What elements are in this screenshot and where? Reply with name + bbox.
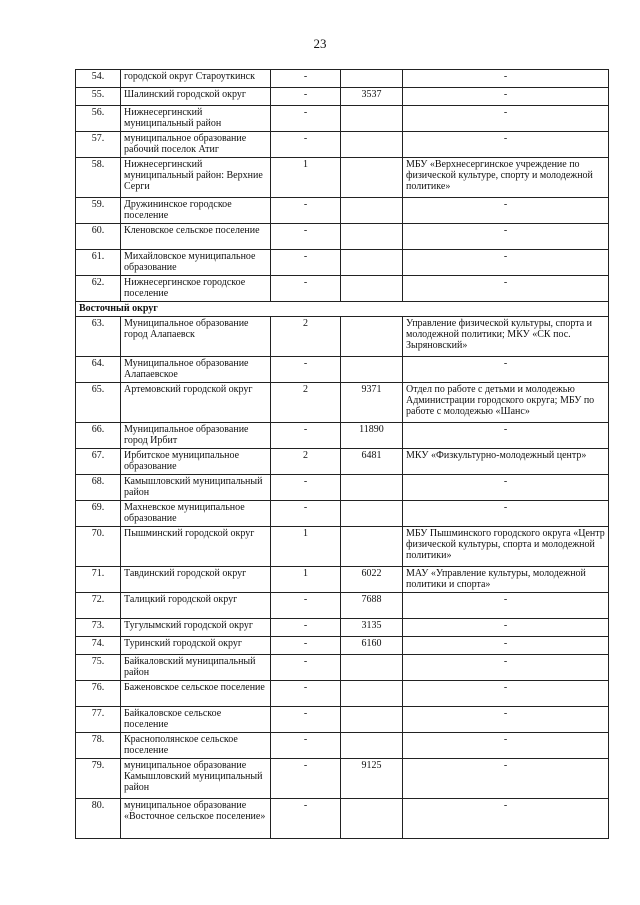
- value-cell: [341, 224, 403, 250]
- value-cell: [341, 198, 403, 224]
- table-row: [76, 527, 609, 567]
- organization-cell: -: [403, 224, 609, 250]
- row-number-cell: 78.: [76, 733, 121, 759]
- count-cell: -: [271, 733, 341, 759]
- count-cell: -: [271, 637, 341, 655]
- value-cell: 7688: [341, 593, 403, 619]
- table-row: [76, 423, 609, 449]
- value-cell: [341, 501, 403, 527]
- table-row: [76, 637, 609, 655]
- row-number-cell: 69.: [76, 501, 121, 527]
- organization-cell: -: [403, 198, 609, 224]
- value-cell: 3135: [341, 619, 403, 637]
- row-number-cell: 65.: [76, 383, 121, 423]
- count-cell: 1: [271, 158, 341, 198]
- organization-cell: -: [403, 637, 609, 655]
- organization-cell: -: [403, 655, 609, 681]
- count-cell: -: [271, 759, 341, 799]
- municipality-name-cell: Нижнесергинское городское поселение: [121, 276, 271, 302]
- row-number-cell: 57.: [76, 132, 121, 158]
- count-cell: -: [271, 357, 341, 383]
- value-cell: [341, 70, 403, 88]
- row-number-cell: 54.: [76, 70, 121, 88]
- page-number: 23: [313, 36, 327, 51]
- table-row: [76, 449, 609, 475]
- table-row: [76, 619, 609, 637]
- row-number-cell: 73.: [76, 619, 121, 637]
- organization-cell: МКУ «Физкультурно-молодежный центр»: [403, 449, 609, 475]
- value-cell: 9371: [341, 383, 403, 423]
- municipality-name-cell: Михайловское муниципальное образование: [121, 250, 271, 276]
- value-cell: [341, 317, 403, 357]
- table-row: [76, 198, 609, 224]
- organization-cell: -: [403, 475, 609, 501]
- organization-cell: -: [403, 88, 609, 106]
- count-cell: -: [271, 224, 341, 250]
- municipality-name-cell: Баженовское сельское поселение: [121, 681, 271, 707]
- table-row: [76, 106, 609, 132]
- municipality-name-cell: Талицкий городской округ: [121, 593, 271, 619]
- value-cell: 9125: [341, 759, 403, 799]
- table-row: [76, 357, 609, 383]
- row-number-cell: 61.: [76, 250, 121, 276]
- row-number-cell: 55.: [76, 88, 121, 106]
- table-row: [76, 224, 609, 250]
- value-cell: [341, 681, 403, 707]
- count-cell: -: [271, 70, 341, 88]
- value-cell: [341, 158, 403, 198]
- municipality-name-cell: Муниципальное образование город Алапаевск: [121, 317, 271, 357]
- organization-cell: -: [403, 276, 609, 302]
- table-row: [76, 681, 609, 707]
- table-row: [76, 501, 609, 527]
- municipality-name-cell: муниципальное образование рабочий поселок Атиг: [121, 132, 271, 158]
- municipality-name-cell: Байкаловское сельское поселение: [121, 707, 271, 733]
- value-cell: [341, 733, 403, 759]
- row-number-cell: 76.: [76, 681, 121, 707]
- value-cell: [341, 527, 403, 567]
- organization-cell: -: [403, 132, 609, 158]
- table-row: [76, 250, 609, 276]
- municipality-name-cell: Байкаловский муниципальный район: [121, 655, 271, 681]
- count-cell: -: [271, 106, 341, 132]
- row-number-cell: 63.: [76, 317, 121, 357]
- municipality-name-cell: Муниципальное образование город Ирбит: [121, 423, 271, 449]
- table-row: [76, 567, 609, 593]
- table-row: [76, 276, 609, 302]
- count-cell: 1: [271, 567, 341, 593]
- table-row: [76, 88, 609, 106]
- municipality-name-cell: Махневское муниципальное образование: [121, 501, 271, 527]
- count-cell: -: [271, 655, 341, 681]
- table-body: [76, 70, 609, 839]
- count-cell: -: [271, 593, 341, 619]
- municipality-name-cell: Артемовский городской округ: [121, 383, 271, 423]
- row-number-cell: 79.: [76, 759, 121, 799]
- municipality-name-cell: Ирбитское муниципальное образование: [121, 449, 271, 475]
- row-number-cell: 58.: [76, 158, 121, 198]
- count-cell: -: [271, 198, 341, 224]
- table-row: [76, 383, 609, 423]
- row-number-cell: 77.: [76, 707, 121, 733]
- count-cell: -: [271, 276, 341, 302]
- organization-cell: Управление физической культуры, спорта и молодежной политики; МКУ «СК пос. Зыряновский»: [403, 317, 609, 357]
- organization-cell: -: [403, 733, 609, 759]
- value-cell: [341, 106, 403, 132]
- municipality-name-cell: Кленовское сельское поселение: [121, 224, 271, 250]
- table-row: [76, 707, 609, 733]
- value-cell: [341, 276, 403, 302]
- row-number-cell: 60.: [76, 224, 121, 250]
- municipality-name-cell: муниципальное образование Камышловский муниципальный район: [121, 759, 271, 799]
- municipality-name-cell: Тугулымский городской округ: [121, 619, 271, 637]
- row-number-cell: 68.: [76, 475, 121, 501]
- municipality-name-cell: Нижнесергинский муниципальный район: [121, 106, 271, 132]
- count-cell: -: [271, 475, 341, 501]
- count-cell: -: [271, 88, 341, 106]
- row-number-cell: 80.: [76, 799, 121, 839]
- count-cell: -: [271, 250, 341, 276]
- table-row: [76, 655, 609, 681]
- row-number-cell: 64.: [76, 357, 121, 383]
- count-cell: -: [271, 132, 341, 158]
- value-cell: 11890: [341, 423, 403, 449]
- organization-cell: -: [403, 593, 609, 619]
- organization-cell: -: [403, 501, 609, 527]
- row-number-cell: 72.: [76, 593, 121, 619]
- municipality-name-cell: Муниципальное образование Алапаевское: [121, 357, 271, 383]
- organization-cell: -: [403, 619, 609, 637]
- value-cell: [341, 655, 403, 681]
- count-cell: 2: [271, 317, 341, 357]
- organization-cell: -: [403, 106, 609, 132]
- municipality-name-cell: Краснополянское сельское поселение: [121, 733, 271, 759]
- table-row: [76, 132, 609, 158]
- table-row: [76, 158, 609, 198]
- row-number-cell: 66.: [76, 423, 121, 449]
- value-cell: 6022: [341, 567, 403, 593]
- municipality-name-cell: Пышминский городской округ: [121, 527, 271, 567]
- organization-cell: -: [403, 759, 609, 799]
- table-row: [76, 475, 609, 501]
- municipality-name-cell: Дружининское городское поселение: [121, 198, 271, 224]
- municipality-name-cell: Камышловский муниципальный район: [121, 475, 271, 501]
- value-cell: [341, 475, 403, 501]
- table-row: [76, 733, 609, 759]
- region-label: Восточный округ: [76, 302, 609, 317]
- count-cell: 2: [271, 449, 341, 475]
- count-cell: -: [271, 501, 341, 527]
- organization-cell: МБУ «Верхнесергинское учреждение по физической культуре, спорту и молодежной политике»: [403, 158, 609, 198]
- municipality-name-cell: Шалинский городской округ: [121, 88, 271, 106]
- organization-cell: -: [403, 250, 609, 276]
- row-number-cell: 71.: [76, 567, 121, 593]
- organization-cell: -: [403, 799, 609, 839]
- organization-cell: -: [403, 70, 609, 88]
- table-row: [76, 759, 609, 799]
- table-row: [76, 799, 609, 839]
- organization-cell: -: [403, 681, 609, 707]
- count-cell: -: [271, 423, 341, 449]
- row-number-cell: 62.: [76, 276, 121, 302]
- count-cell: 2: [271, 383, 341, 423]
- row-number-cell: 75.: [76, 655, 121, 681]
- value-cell: 6160: [341, 637, 403, 655]
- row-number-cell: 67.: [76, 449, 121, 475]
- municipality-name-cell: муниципальное образование «Восточное сельское поселение»: [121, 799, 271, 839]
- municipality-name-cell: Тавдинский городской округ: [121, 567, 271, 593]
- value-cell: [341, 132, 403, 158]
- value-cell: 3537: [341, 88, 403, 106]
- municipality-name-cell: Туринский городской округ: [121, 637, 271, 655]
- table-row: [76, 593, 609, 619]
- row-number-cell: 56.: [76, 106, 121, 132]
- row-number-cell: 70.: [76, 527, 121, 567]
- row-number-cell: 59.: [76, 198, 121, 224]
- table-row: [76, 70, 609, 88]
- count-cell: 1: [271, 527, 341, 567]
- municipality-name-cell: Нижнесергинский муниципальный район: Верхние Серги: [121, 158, 271, 198]
- value-cell: [341, 357, 403, 383]
- organization-cell: Отдел по работе с детьми и молодежью Администрации городского округа; МБУ по работе с молодежью «Шанс»: [403, 383, 609, 423]
- row-number-cell: 74.: [76, 637, 121, 655]
- value-cell: [341, 707, 403, 733]
- count-cell: -: [271, 799, 341, 839]
- table-row: [76, 317, 609, 357]
- region-header-row: [76, 302, 609, 317]
- count-cell: -: [271, 707, 341, 733]
- municipal-table: [75, 69, 609, 839]
- value-cell: [341, 250, 403, 276]
- organization-cell: -: [403, 357, 609, 383]
- count-cell: -: [271, 681, 341, 707]
- organization-cell: МАУ «Управление культуры, молодежной политики и спорта»: [403, 567, 609, 593]
- municipality-name-cell: городской округ Староуткинск: [121, 70, 271, 88]
- value-cell: 6481: [341, 449, 403, 475]
- organization-cell: -: [403, 423, 609, 449]
- count-cell: -: [271, 619, 341, 637]
- organization-cell: МБУ Пышминского городского округа «Центр физической культуры, спорта и молодежной политики»: [403, 527, 609, 567]
- value-cell: [341, 799, 403, 839]
- organization-cell: -: [403, 707, 609, 733]
